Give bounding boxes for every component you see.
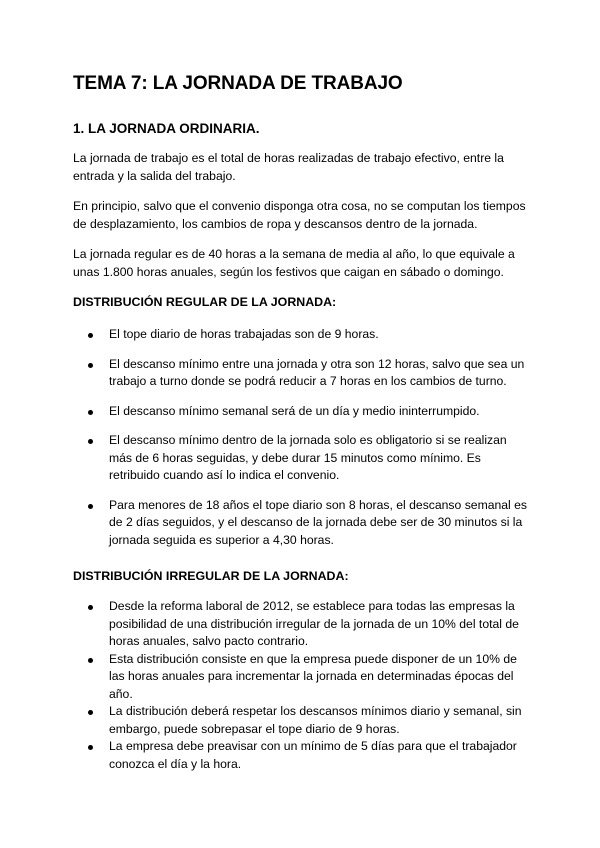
list-item: El tope diario de horas trabajadas son de 9 horas. [73, 326, 533, 344]
irregular-distribution-list [73, 598, 533, 773]
document-title: TEMA 7: LA JORNADA DE TRABAJO [73, 73, 403, 94]
paragraph-definition: La jornada de trabajo es el total de horas realizadas de trabajo efectivo, entre la entrada y la salida del trabajo. [73, 151, 504, 183]
list-item: La empresa debe preavisar con un mínimo de 5 días para que el trabajador conozca el día y la hora. [73, 738, 533, 773]
bullet-icon [88, 410, 93, 415]
list-item: El descanso mínimo entre una jornada y otra son 12 horas, salvo que sea un trabajo a turno donde se podrá reducir a 7 horas en los cambios de turno. [73, 356, 533, 391]
bullet-icon [88, 363, 93, 368]
bullet-icon [88, 333, 93, 338]
bullet-icon [88, 504, 93, 509]
list-item: Esta distribución consiste en que la empresa puede disponer de un 10% de las horas anuales para incrementar la jornada en determinadas épocas del año. [73, 651, 533, 704]
bullet-icon [88, 439, 93, 444]
list-item: La distribución deberá respetar los descansos mínimos diario y semanal, sin embargo, puede sobrepasar el tope diario de 9 horas. [73, 703, 533, 738]
paragraph-computation: En principio, salvo que el convenio disponga otra cosa, no se computan los tiempos de desplazamiento, los cambios de ropa y descansos dentro de la jornada. [73, 199, 526, 231]
section-heading-jornada-ordinaria: 1. LA JORNADA ORDINARIA. [73, 121, 260, 136]
section-heading-distribucion-regular: DISTRIBUCIÓN REGULAR DE LA JORNADA: [73, 295, 337, 309]
section-heading-distribucion-irregular: DISTRIBUCIÓN IRREGULAR DE LA JORNADA: [73, 569, 349, 583]
list-item: El descanso mínimo dentro de la jornada solo es obligatorio si se realizan más de 6 horas seguidas, y debe durar 15 minutos como mínimo. Es retribuido cuando así lo indica el convenio. [73, 432, 533, 485]
list-item: Desde la reforma laboral de 2012, se establece para todas las empresas la posibilidad de una distribución irregular de la jornada de un 10% del total de horas anuales, salvo pacto contrario. [73, 598, 533, 651]
list-item: Para menores de 18 años el tope diario son 8 horas, el descanso semanal es de 2 días seguidos, y el descanso de la jornada debe ser de 30 minutos si la jornada seguida es superior a 4,30 horas. [73, 497, 533, 550]
bullet-icon [88, 658, 93, 663]
list-item: El descanso mínimo semanal será de un día y medio ininterrumpido. [73, 403, 533, 421]
bullet-icon [88, 745, 93, 750]
regular-distribution-list [73, 326, 533, 561]
bullet-icon [88, 710, 93, 715]
paragraph-regular-hours: La jornada regular es de 40 horas a la semana de media al año, lo que equivale a unas 1.800 horas anuales, según los festivos que caigan en sábado o domingo. [73, 247, 515, 279]
bullet-icon [88, 605, 93, 610]
